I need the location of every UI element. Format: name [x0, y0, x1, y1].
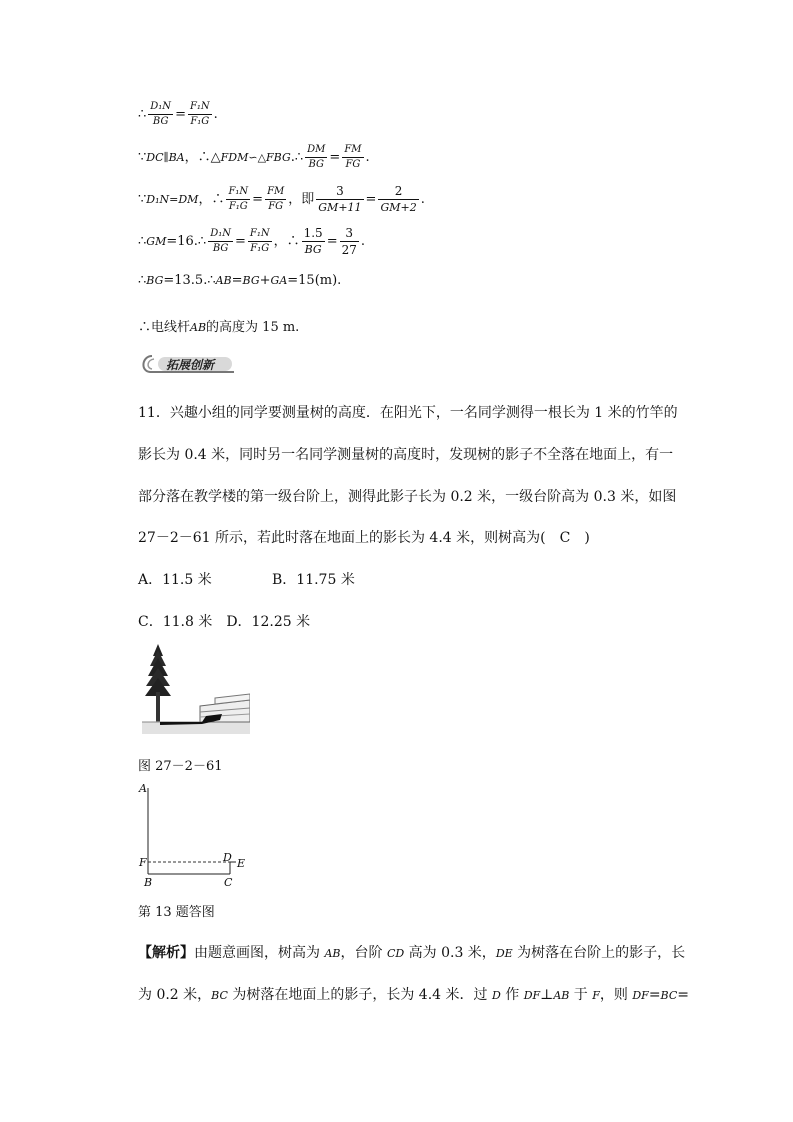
numerator: 1.5: [303, 226, 323, 240]
option-a: A．11.5 米: [138, 572, 212, 588]
denominator: 27: [341, 243, 357, 257]
equals: =: [365, 192, 377, 207]
analysis-line-1: [138, 942, 685, 962]
numerator: D₁N: [208, 227, 233, 242]
period: .: [420, 192, 425, 207]
denominator: FG: [268, 201, 284, 212]
label-e: E: [237, 857, 246, 870]
solution-line-5: [138, 273, 341, 288]
question-line-3: 部分落在教学楼的第一级台阶上，测得此影子长为 0.2 米，一级台阶高为 0.3 米，如图: [138, 489, 677, 505]
math-text: DE: [495, 947, 513, 960]
option-b: B．11.75 米: [272, 572, 355, 588]
denominator: GM+11: [318, 201, 362, 214]
text: =: [677, 987, 689, 1003]
denominator: F₁G: [228, 201, 248, 212]
text: 于: [569, 987, 593, 1003]
solution-line-6: [138, 316, 299, 335]
text: +: [259, 273, 271, 288]
fraction: [316, 183, 363, 216]
math-text: D: [491, 989, 501, 1002]
period: .: [360, 234, 366, 249]
numerator: 3: [340, 225, 359, 242]
numerator: F₁N: [188, 100, 212, 115]
text: 作: [500, 987, 524, 1003]
fraction: [302, 225, 325, 258]
question-line-4: 27－2－61 所示，若此时落在地面上的影长为 4.4 米，则树高为( C ): [138, 530, 590, 546]
question-line-1: 11．兴趣小组的同学要测量树的高度．在阳光下，一名同学测得一根长为 1 米的竹竿的: [138, 405, 678, 421]
label-f: F: [139, 856, 147, 869]
text: =16.∴: [166, 234, 207, 249]
fraction: [378, 183, 418, 216]
text: ，即: [288, 192, 315, 207]
therefore-symbol: ∴: [138, 107, 147, 122]
math-text: AB: [215, 274, 232, 287]
equals: =: [252, 192, 264, 207]
denominator: BG: [212, 243, 229, 254]
math-text: GA: [270, 274, 288, 287]
text: ，∴△: [184, 150, 221, 165]
fraction: [305, 143, 327, 172]
text: 为树落在地面上的影子，长为 4.4 米．过: [227, 987, 492, 1003]
numerator: D₁N: [148, 100, 173, 115]
text: =13.5.∴: [163, 273, 216, 288]
math-text: BG: [242, 274, 260, 287]
because-symbol: ∵: [138, 192, 147, 207]
denominator: F₁G: [250, 243, 270, 254]
equals: =: [234, 234, 246, 249]
math-text: BC: [211, 989, 228, 1002]
text: =15(m).: [287, 273, 342, 288]
numerator: FM: [265, 185, 286, 200]
figure-1-caption: 图 27－2－61: [138, 759, 223, 774]
text: ，∴: [273, 234, 300, 249]
text: ⊥: [540, 987, 554, 1003]
label-c: C: [224, 876, 233, 889]
fraction: [342, 143, 363, 172]
solution-line-3: [138, 183, 425, 216]
fraction: [226, 185, 250, 214]
fraction: [188, 100, 212, 129]
numerator: F₁N: [226, 185, 250, 200]
denominator: BG: [152, 116, 169, 127]
math-text: AB: [553, 989, 570, 1002]
tree-shadow-figure: [140, 642, 250, 734]
fraction: [148, 100, 173, 129]
geometry-diagram: [136, 782, 266, 892]
text: 的高度为 15 m.: [206, 320, 300, 335]
solution-line-1: [138, 100, 218, 129]
text: 为树落在台阶上的影子，长: [512, 945, 686, 961]
math-text: GM: [146, 235, 167, 248]
fraction: [248, 227, 272, 256]
denominator: FG: [345, 159, 361, 170]
figure-2-caption: 第 13 题答图: [138, 905, 215, 920]
equals: =: [329, 150, 341, 165]
solution-line-2: [138, 143, 370, 172]
math-text: F: [592, 989, 600, 1002]
math-text: CD: [386, 947, 405, 960]
therefore-symbol: ∴: [138, 234, 147, 249]
math-text: AB: [190, 321, 207, 334]
because-symbol: ∵: [138, 150, 147, 165]
text: ，∴: [198, 192, 225, 207]
denominator: BG: [304, 243, 322, 256]
text: ，台阶: [340, 945, 387, 961]
numerator: F₁N: [248, 227, 272, 242]
numerator: 2: [378, 183, 418, 200]
math-text: FDM∽△FBG: [220, 151, 291, 164]
text: .∴: [290, 150, 304, 165]
text: =: [648, 987, 661, 1003]
numerator: DM: [305, 143, 327, 158]
denominator: GM+2: [380, 201, 417, 214]
math-text: DF: [523, 989, 541, 1002]
math-text: DF: [632, 989, 649, 1002]
section-badge: [138, 353, 236, 375]
text: ，则: [599, 987, 633, 1003]
geometry-figure: [136, 782, 266, 892]
solution-line-4: [138, 225, 365, 258]
text: ∴电线杆: [138, 320, 191, 335]
question-line-2: 影长为 0.4 米，同时另一名同学测量树的高度时，发现树的影子不全落在地面上，有一: [138, 447, 674, 463]
analysis-line-2: [138, 984, 689, 1004]
equals: =: [326, 234, 338, 249]
therefore-symbol: ∴: [138, 273, 147, 288]
equals: =: [175, 107, 186, 122]
numerator: FM: [342, 143, 363, 158]
tree-illustration: [140, 642, 250, 734]
fraction: [208, 227, 233, 256]
fraction: [265, 185, 286, 214]
math-text: DC∥BA: [146, 151, 185, 164]
math-text: BG: [146, 274, 164, 287]
math-text: BC: [660, 989, 678, 1002]
option-c-d: C．11.8 米 D．12.25 米: [138, 614, 311, 630]
period: .: [365, 150, 370, 165]
section-badge-label: 拓展创新: [166, 358, 215, 372]
denominator: F₁G: [190, 116, 210, 127]
period: .: [213, 107, 218, 122]
label-b: B: [144, 876, 153, 889]
math-text: D₁N=DM: [146, 193, 199, 206]
text: 为 0.2 米，: [138, 987, 212, 1003]
fraction: [340, 225, 359, 258]
analysis-tag: 【解析】: [138, 945, 194, 961]
label-d: D: [223, 851, 232, 864]
text: 由题意画图，树高为: [194, 945, 325, 961]
math-text: AB: [324, 947, 341, 960]
label-a: A: [139, 782, 147, 795]
denominator: BG: [308, 159, 325, 170]
text: =: [231, 273, 243, 288]
numerator: 3: [316, 183, 363, 200]
text: 高为 0.3 米，: [404, 945, 496, 961]
